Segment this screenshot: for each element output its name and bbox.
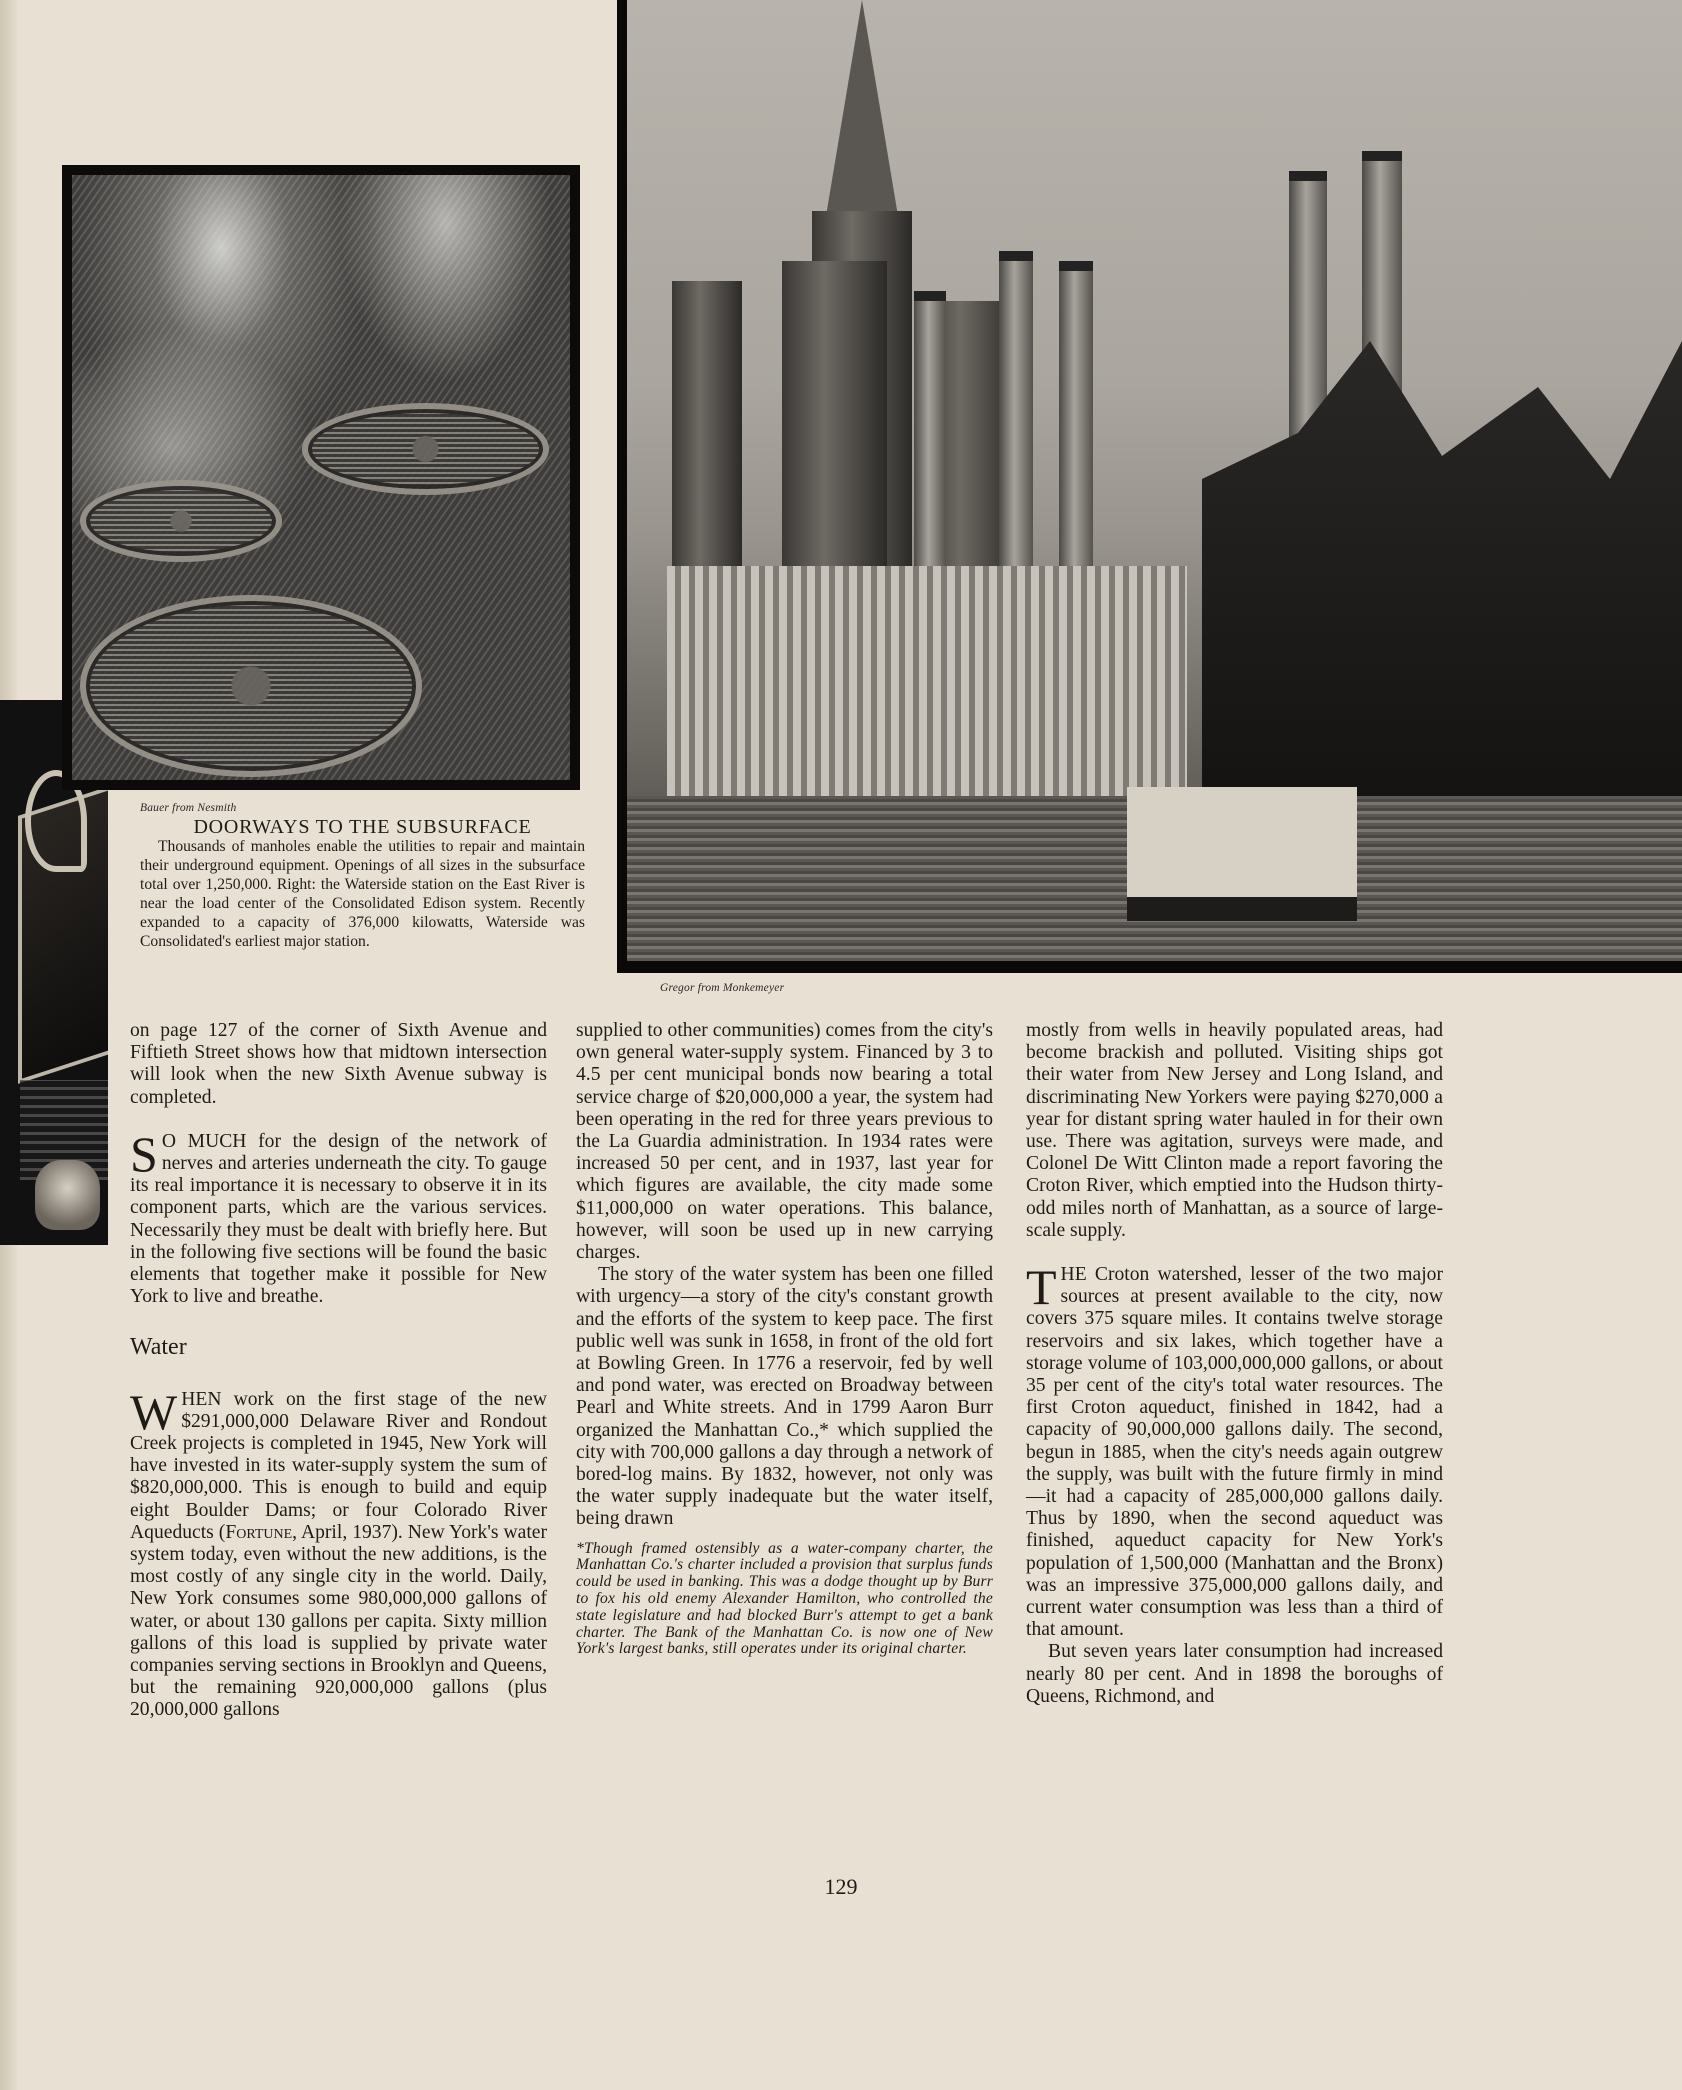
drop-cap: T — [1026, 1259, 1057, 1316]
industrial-structures — [1202, 341, 1682, 801]
paragraph: THE Croton watershed, lesser of the two major sources at present available to the city, now covers 375 square miles. It contains twelve storage reservoirs and six lakes, which together have a storage volume of 103,000,000,000 gallons, or about 35 per cent of the city's total water resources. The first Croton aqueduct, finished in 1842, had a capacity of 90,000,000 gallons daily. The second, begun in 1885, when the city's needs again outgrew the supply, was built with the future firmly in mind—it had a capacity of 285,000,000 gallons daily. Thus by 1890, when the second aqueduct was finished, aqueduct capacity for New York's population of 1,500,000 (Manhattan and the Bronx) was an impressive 375,000,000 gallons daily, and current water consumption was less than a third of that amount. — [1026, 1259, 1443, 1641]
manhole-cover — [302, 403, 549, 495]
paragraph: S O MUCH for the design of the network of nerves and arteries underneath the city. To gauge its real importance it is necessary to observe it in its component parts, which are the various services. Necessarily they must be dealt with briefly here. But in the following five sections will be found the basic elements that together make it possible for New York to live and breathe. — [130, 1125, 547, 1308]
waterside-station-photo — [617, 0, 1682, 973]
power-plant — [667, 566, 1187, 796]
manhole-cover — [80, 595, 422, 777]
caption-body: Thousands of manholes enable the utilities to repair and maintain their underground equipment. Openings of all sizes in the subsurface total over 1,250,000. Right: the Waterside station on the East River is near the load center of the Consolidated Edison system. Recently expanded to a capacity of 376,000 kilowatts, Waterside was Consolidated's earliest major station. — [140, 838, 585, 950]
article-column-3 — [1026, 1020, 1443, 1708]
right-photo-credit: Gregor from Monkemeyer — [660, 982, 785, 994]
paragraph: on page 127 of the corner of Sixth Avenue and Fiftieth Street shows how that midtown intersection will look when the new Sixth Avenue subway is completed. — [130, 1020, 547, 1108]
drop-cap: S — [130, 1125, 158, 1182]
paragraph: supplied to other communities) comes from the city's own general water-supply system. Financed by 3 to 4.5 per cent municipal bonds now bearing a total service charge of $20,000,000 a year, the system had been operating in the red for three years previous to the La Guardia administration. In 1934 rates were increased 50 per cent, and in 1937, last year for which figures are available, the city made some $11,000,000 on water operations. This balance, however, will soon be used up in new carrying charges. — [576, 1020, 993, 1264]
article-column-1 — [130, 1020, 547, 1722]
paragraph: But seven years later consumption had increased nearly 80 per cent. And in 1898 the boroughs of Queens, Richmond, and — [1026, 1641, 1443, 1707]
chrysler-spire — [822, 0, 902, 240]
left-photo-credit: Bauer from Nesmith — [140, 802, 237, 814]
manholes-photo — [62, 165, 580, 790]
magazine-name: Fortune — [225, 1521, 293, 1543]
photo-caption — [140, 802, 585, 951]
barge — [1127, 787, 1357, 921]
drop-cap: W — [130, 1383, 178, 1440]
footnote: *Though framed ostensibly as a water-company charter, the Manhattan Co.'s charter included a provision that surplus funds could be used in banking. This was a dodge thought up by Burr to fox his old enemy Alexander Hamilton, who controlled the state legislature and had blocked Burr's attempt to get a bank charter. The Bank of the Manhattan Co. is now one of New York's largest banks, still operates under its original charter. — [576, 1539, 993, 1658]
paragraph: WHEN work on the first stage of the new $291,000,000 Delaware River and Rondout Creek projects is completed in 1945, New York will have invested in its water-supply system the sum of $820,000,000. This is enough to build and equip eight Boulder Dams; or four Colorado River Aqueducts (Fortune, April, 1937). New York's water system today, even without the new additions, is the most costly of any single city in the world. Daily, New York consumes some 980,000,000 gallons of water, or about 130 gallons per capita. Sixty million gallons of this load is supplied by private water companies serving sections in Brooklyn and Queens, but the remaining 920,000,000 gallons (plus 20,000,000 gallons — [130, 1383, 547, 1721]
article-column-2 — [576, 1020, 993, 1658]
paragraph: The story of the water system has been one filled with urgency—a story of the city's constant growth and the efforts of the system to keep pace. The first public well was sunk in 1658, in front of the old fort at Bowling Green. In 1776 a reservoir, fed by well and pond water, was erected on Broadway between Pearl and White streets. And in 1799 Aaron Burr organized the Manhattan Co.,* which supplied the city with 700,000 gallons a day through a network of bored-log mains. By 1832, however, not only was the water supply inadequate but the water itself, being drawn — [576, 1264, 993, 1530]
caption-title: DOORWAYS TO THE SUBSURFACE — [193, 816, 532, 838]
manhole-cover — [80, 480, 282, 562]
page-number: 129 — [824, 1874, 858, 1899]
paragraph: mostly from wells in heavily populated areas, had become brackish and polluted. Visiting ships got their water from New Jersey and Long Island, and discriminating New Yorkers were paying $270,000 a year for distant spring water hauled in for their own use. There was agitation, surveys were made, and Colonel De Witt Clinton made a report favoring the Croton River, which emptied into the Hudson thirty-odd miles north of Manhattan, as a source of large-scale supply. — [1026, 1020, 1443, 1241]
section-heading: Water — [130, 1334, 187, 1361]
person-head — [35, 1160, 100, 1230]
